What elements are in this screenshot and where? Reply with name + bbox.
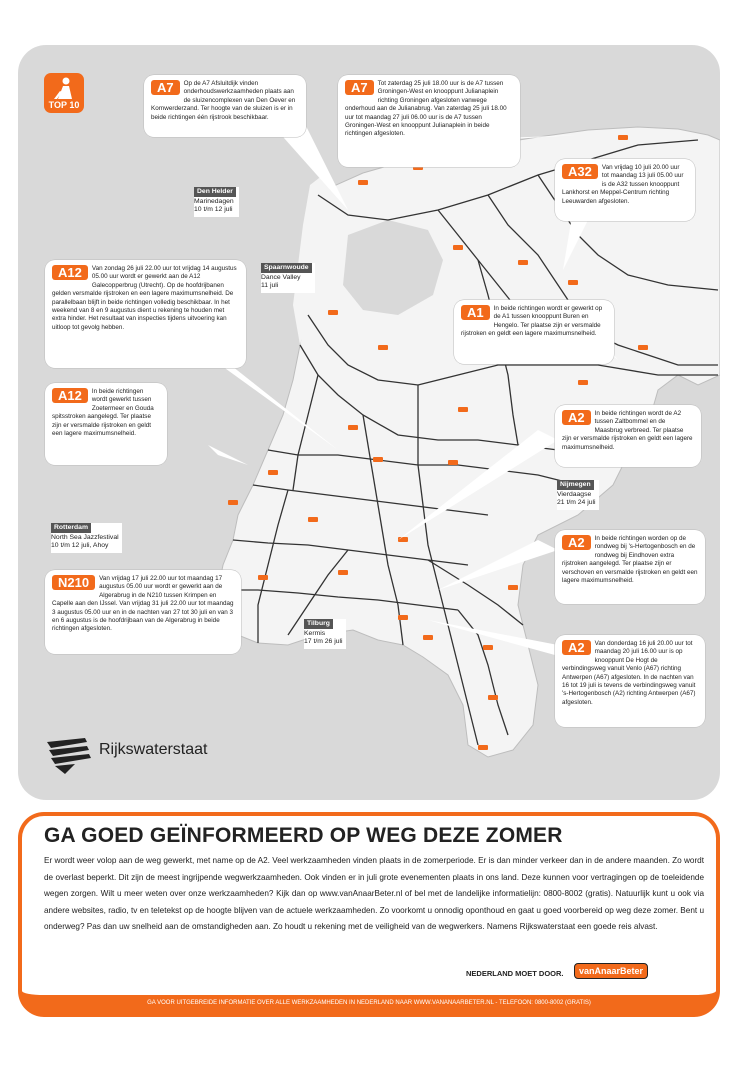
shield-a59 — [338, 570, 348, 575]
city-event: Marinedagen — [194, 198, 234, 205]
city-event: Kermis — [304, 630, 326, 637]
brand-name: Rijkswaterstaat — [99, 741, 208, 758]
callout-text: Van donderdag 16 juli 20.00 uur tot maandag 20 juli 16.00 uur is op knooppunt De Hogt de verbindingsweg vanuit Venlo (A67) richting Antwerpen (A67) afgesloten. In de nachten van 16 tot 19 juli is tevens de verbindingsweg vanuit 's-Hertogenbosch (A2) richting Antwerpen (A67) afgesloten. — [562, 640, 696, 706]
shield-a15 — [308, 517, 318, 522]
road-badge: A2 — [562, 640, 591, 655]
shield-a12 — [448, 460, 458, 465]
callout-a2-rondweg — [555, 530, 705, 604]
road-badge: A2 — [562, 535, 591, 550]
top10-badge — [44, 73, 84, 113]
city-event: North Sea Jazzfestival — [51, 534, 119, 541]
callout-text: In beide richtingen wordt er gewerkt op de A1 tussen knooppunt Buren en Hengelo. Ter plaatse zijn er versmalde rijstroken en geldt een lagere maximumsnelheid. — [461, 305, 603, 338]
shield-a1 — [578, 380, 588, 385]
shield-a16 — [258, 575, 268, 580]
footer-slogan: NEDERLAND MOET DOOR. — [466, 969, 564, 978]
callout-a2-dehogt — [555, 635, 705, 727]
shield-a32 — [568, 280, 578, 285]
shield-a1 — [458, 407, 468, 412]
pointer-a12-gouda — [208, 445, 248, 465]
shield-a9 — [328, 310, 338, 315]
shield-a67 — [483, 645, 493, 650]
road-badge: A1 — [461, 305, 490, 320]
shield-a7 — [358, 180, 368, 185]
shield-a1 — [378, 345, 388, 350]
shield-a27 — [373, 457, 383, 462]
city-dates: 21 t/m 24 juli — [557, 499, 596, 506]
callout-n210 — [45, 570, 241, 654]
city-name: Den Helder — [194, 187, 236, 197]
map-panel — [18, 45, 720, 800]
city-dates: 10 t/m 12 juli, Ahoy — [51, 542, 109, 549]
roadworker-icon — [44, 73, 84, 103]
top10-label: TOP 10 — [48, 100, 80, 110]
road-badge: A32 — [562, 164, 598, 179]
footer-headline: GA GOED GEÏNFORMEERD OP WEG DEZE ZOMER — [44, 824, 563, 847]
road-badge: N210 — [52, 575, 95, 590]
callout-a32 — [555, 159, 695, 221]
shield-a6 — [453, 245, 463, 250]
city-name: Rotterdam — [51, 523, 91, 533]
road-badge: A12 — [52, 265, 88, 280]
footer-panel — [18, 812, 720, 1017]
shield-a35 — [638, 345, 648, 350]
shield-a12 — [268, 470, 278, 475]
callout-text: In beide richtingen worden op de rondweg bij 's-Hertogenbosch en de rondweg bij Eindhoven extra rijstroken aangelegd. Ter plaatse zijn er verschoven en versmalde rijstroken en geldt een lagere maximumsnelheid. — [562, 535, 698, 585]
city-event: Dance Valley — [261, 274, 301, 281]
city-name: Tilburg — [304, 619, 333, 629]
callout-text: Op de A7 Afsluitdijk vinden onderhoudswerkzaamheden plaats aan de sluizencomplexen van Den Oever en Kornwerderzand. Ter hoogte van de sluizen is er in beide richtingen één rijstrook beschikbaar. — [151, 80, 296, 121]
shield-a12 — [348, 425, 358, 430]
shield-a2 — [423, 635, 433, 640]
callout-text: Van vrijdag 10 juli 20.00 uur tot maandag 13 juli 05.00 uur is de A32 tussen knooppunt Lankhorst en Meppel-Centrum richting Leeuwarden afgesloten. — [562, 164, 684, 205]
city-den-helder — [194, 187, 239, 217]
callout-a7-groningen — [338, 75, 520, 167]
callout-text: In beide richtingen wordt de A2 tussen Zaltbommel en de Maasbrug verbreed. Ter plaatse zijn er versmalde rijstroken en geldt een lagere maximumsnelheid. — [562, 410, 693, 451]
shield-a73 — [488, 695, 498, 700]
city-name: Nijmegen — [557, 480, 594, 490]
shield-a2 — [398, 537, 408, 542]
callout-a2-maasbrug — [555, 405, 701, 467]
city-event: Vierdaagse — [557, 491, 592, 498]
city-dates: 11 juli — [261, 282, 279, 289]
road-badge: A7 — [345, 80, 374, 95]
road-badge: A7 — [151, 80, 180, 95]
city-rotterdam — [51, 523, 122, 553]
shield-a7 — [618, 135, 628, 140]
callout-text: Van vrijdag 17 juli 22.00 uur tot maandag 17 augustus 05.00 uur wordt er gewerkt aan de Algerabrug in de N210 tussen Krimpen en Capelle aan den IJssel. Van vrijdag 31 juli 22.00 uur tot maandag 3 augustus 05.00 uur en in de nachten van 27 tot 30 juli en van 3 en 6 augustus is de hoofdrijbaan van de Algerabrug in beide richtingen afgesloten. — [52, 575, 234, 633]
shield-a73 — [508, 585, 518, 590]
vananaarbeter-logo: vanAnaarBeter — [574, 963, 648, 979]
city-dates: 17 t/m 26 juli — [304, 638, 343, 645]
shield-a58 — [398, 615, 408, 620]
shield-a28 — [518, 260, 528, 265]
callout-text: Van zondag 26 juli 22.00 uur tot vrijdag 14 augustus 05.00 uur wordt er gewerkt aan de A12 Galecopperbrug (Utrecht). Op de hoofdrijbanen gelden versmalde rijstroken en een lagere maximumsnelheid. De parallelbaan blijft in beide richtingen volledig beschikbaar. In het weekend van 8 en 9 augustus dient u rekening te houden met extra hinder. Het resultaat van inspecties tijdens uitvoering kan uitloop tot gevolg hebben. — [52, 265, 237, 331]
road-badge: A2 — [562, 410, 591, 425]
callout-text: In beide richtingen wordt gewerkt tussen Zoetermeer en Gouda spitsstroken aangelegd. Ter plaatse zijn er versmalde rijstroken en geldt een lagere maximumsnelheid. — [52, 388, 154, 438]
rijkswaterstaat-logo — [45, 736, 93, 776]
footer-info-strip: GA VOOR UITGEBREIDE INFORMATIE OVER ALLE WERKZAAMHEDEN IN NEDERLAND NAAR WWW.VANANAARBETER.NL - TELEFOON: 0800-8002 (GRATIS) — [147, 1000, 591, 1006]
road-badge: A12 — [52, 388, 88, 403]
footer-body: Er wordt weer volop aan de weg gewerkt, met name op de A2. Veel werkzaamheden vinden plaats in de zomerperiode. Er is dan minder verkeer dan in de andere maanden. Zo wordt de overlast beperkt. Dit zijn de meest ingrijpende wegwerkzaamheden. Ook vinden er in juli grote evenementen plaats in ons land. Deze kunnen voor vertragingen op de toeleidende wegen zorgen. Wilt u meer weten over onze werkzaamheden? Kijk dan op www.vanAnaarBeter.nl of bel met de landelijke informatielijn: 0800-8002 (gratis). Natuurlijk kunt u ook via andere websites, radio, tv en teletekst op de hoogte blijven van de actuele werkzaamheden. Zo voorkomt u onnodig oponthoud en gaat u goed voorbereid op weg deze zomer. Bent u onderweg? Pas dan uw snelheid aan de omstandigheden aan. Zo houdt u rekening met de veiligheid van de wegwerkers. Namens Rijkswaterstaat een goede reis alvast. — [44, 856, 704, 931]
city-spaarnwoude — [261, 263, 315, 293]
callout-a1 — [454, 300, 614, 364]
shield-a4 — [228, 500, 238, 505]
city-tilburg — [304, 619, 346, 649]
callout-a12-utrecht — [45, 260, 246, 368]
callout-text: Tot zaterdag 25 juli 18.00 uur is de A7 tussen Groningen-West en knooppunt Julianaplein richting Groningen afgesloten vanwege onderhoud aan de Julianabrug. Van zaterdag 25 juli 18.00 uur tot maandag 27 juli 06.00 uur is de A7 tussen Groningen-West en knooppunt Julianaplein in beide richtingen afgesloten. — [345, 80, 507, 138]
city-nijmegen — [557, 480, 599, 510]
city-name: Spaarnwoude — [261, 263, 312, 273]
shield-a76 — [478, 745, 488, 750]
city-dates: 10 t/m 12 juli — [194, 206, 233, 213]
callout-a7-afsluitdijk — [144, 75, 306, 137]
callout-a12-gouda — [45, 383, 167, 465]
